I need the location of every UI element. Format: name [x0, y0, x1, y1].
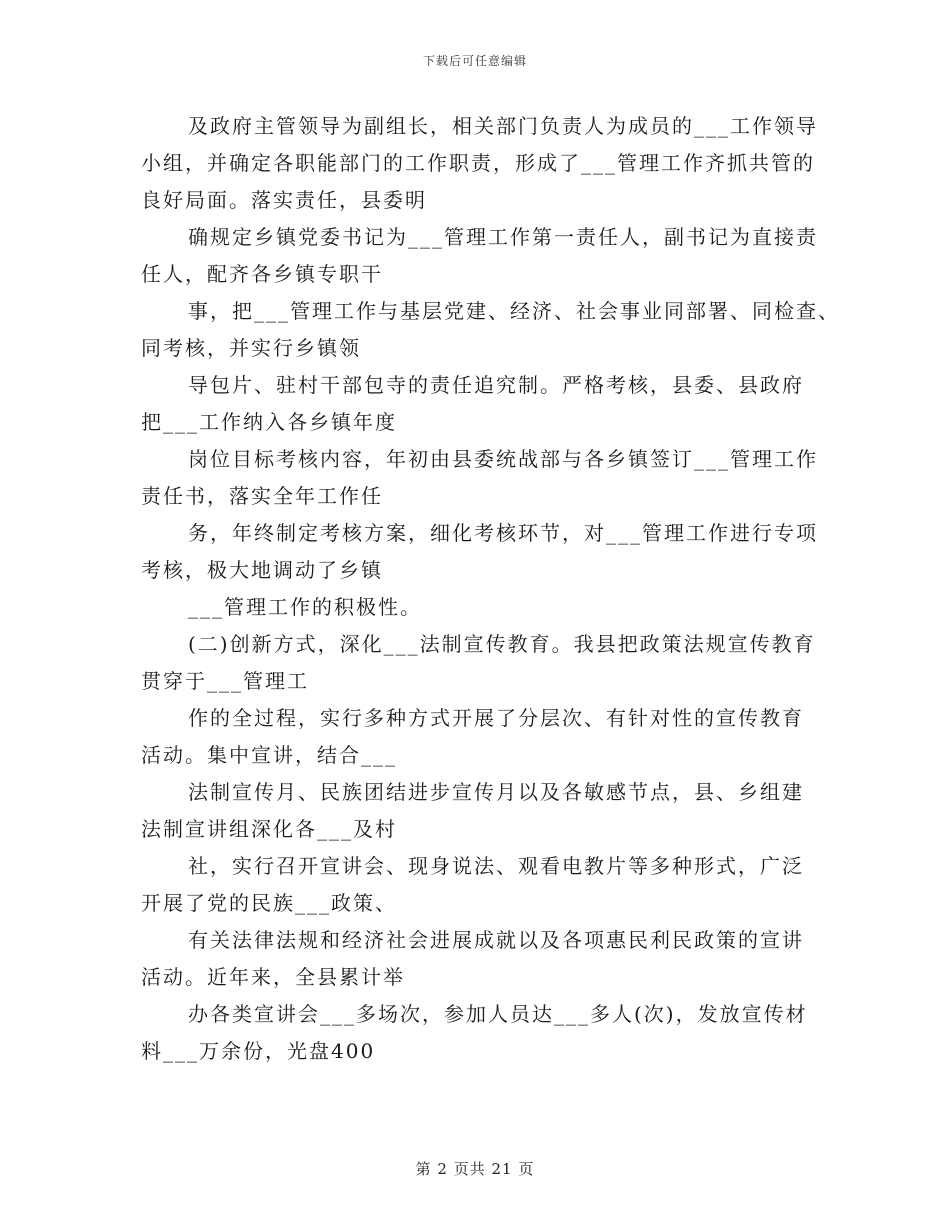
text-line: (二)创新方式，深化___法制宣传教育。我县把政策法规宣传教育 — [188, 632, 816, 656]
text-line: 法制宣讲组深化各___及村 — [141, 817, 397, 841]
text-line: 作的全过程，实行多种方式开展了分层次、有针对性的宣传教育 — [188, 706, 804, 730]
text-line: 有关法律法规和经济社会进展成就以及各项惠民利民政策的宣讲 — [188, 928, 804, 952]
text-line: ___管理工作的积极性。 — [188, 595, 422, 619]
text-line: 事，把___管理工作与基层党建、经济、社会事业同部署、同检查、 — [188, 299, 840, 323]
page-header: 下载后可任意编辑 — [422, 54, 527, 68]
text-line: 同考核，并实行乡镇领 — [141, 336, 361, 360]
text-line: 及政府主管领导为副组长，相关部门负责人为成员的___工作领导 — [188, 114, 818, 138]
text-line: 开展了党的民族___政策、 — [141, 891, 397, 915]
text-line: 导包片、驻村干部包寺的责任追究制。严格考核，县委、县政府 — [188, 373, 804, 397]
text-line: 岗位目标考核内容，年初由县委统战部与各乡镇签订___管理工作 — [188, 447, 818, 471]
text-line: 务，年终制定考核方案，细化考核环节，对___管理工作进行专项 — [188, 521, 818, 545]
text-line: 把___工作纳入各乡镇年度 — [141, 410, 397, 434]
document-body — [141, 108, 840, 1070]
text-line: 考核，极大地调动了乡镇 — [141, 558, 383, 582]
text-line: 任人，配齐各乡镇专职干 — [141, 262, 383, 286]
text-line: 责任书，落实全年工作任 — [141, 484, 383, 508]
text-line: 办各类宣讲会___多场次，参加人员达___多人(次)，发放宣传材 — [188, 1002, 808, 1026]
text-line: 料___万余份，光盘400 — [141, 1039, 376, 1063]
text-line: 活动。集中宣讲，结合___ — [141, 743, 397, 767]
text-line: 社，实行召开宣讲会、现身说法、观看电教片等多种形式，广泛 — [188, 854, 804, 878]
page-footer: 第 2 页共 21 页 — [415, 1160, 535, 1178]
text-line: 良好局面。落实责任，县委明 — [141, 188, 427, 212]
text-line: 确规定乡镇党委书记为___管理工作第一责任人，副书记为直接责 — [188, 225, 818, 249]
text-line: 小组，并确定各职能部门的工作职责，形成了___管理工作齐抓共管的 — [141, 151, 815, 175]
text-line: 活动。近年来，全县累计举 — [141, 965, 405, 989]
text-line: 贯穿于___管理工 — [141, 669, 309, 693]
text-line: 法制宣传月、民族团结进步宣传月以及各敏感节点，县、乡组建 — [188, 780, 804, 804]
